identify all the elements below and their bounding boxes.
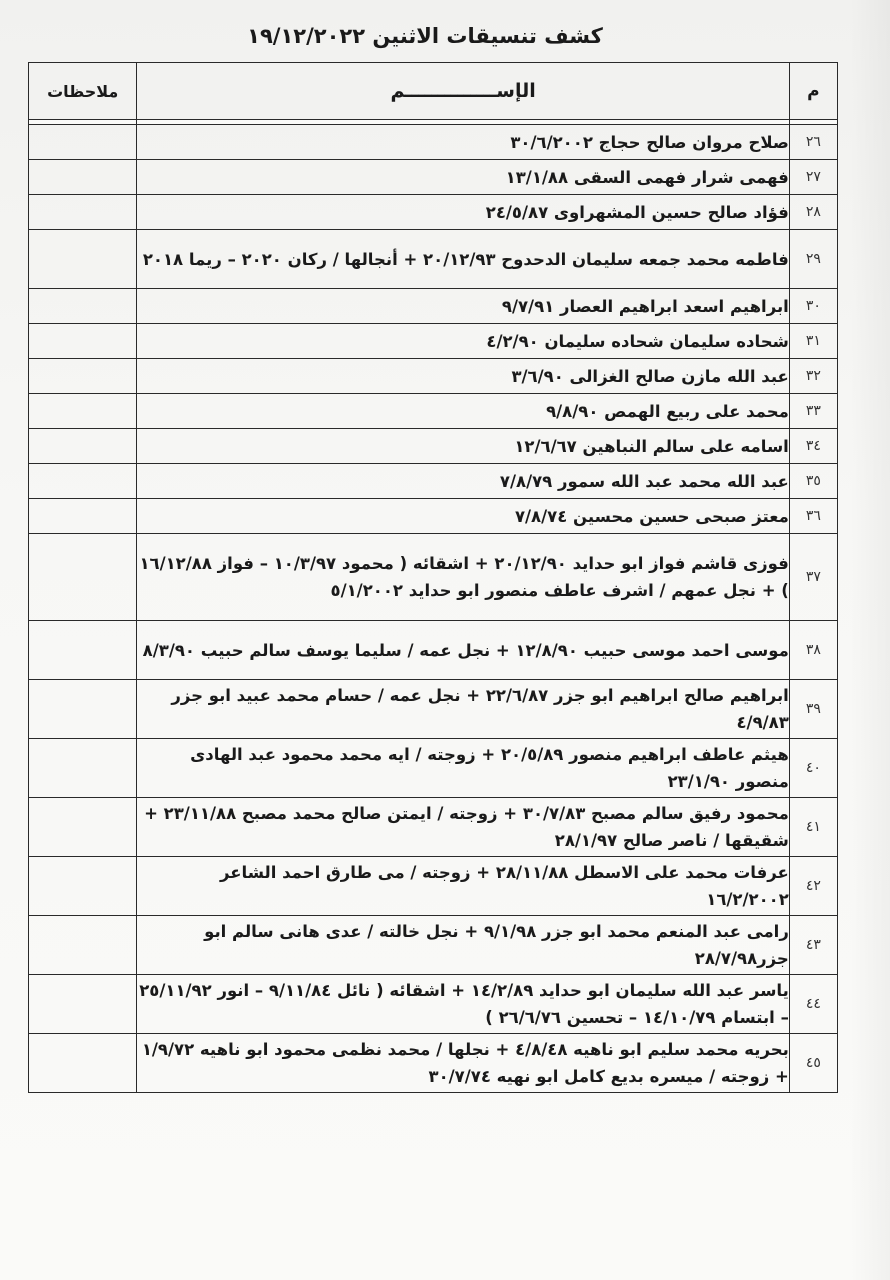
table-row — [29, 975, 838, 1034]
table-row — [29, 429, 838, 464]
row-number: ٣١ — [789, 324, 837, 359]
row-notes — [29, 324, 137, 359]
row-number: ٢٨ — [789, 195, 837, 230]
table-row — [29, 394, 838, 429]
row-notes — [29, 499, 137, 534]
row-name: رامى عبد المنعم محمد ابو جزر ٩/١/٩٨ + نجل خالته / عدى هانى سالم ابو جزر٢٨/٧/٩٨ — [137, 916, 789, 975]
row-number: ٣٧ — [789, 534, 837, 621]
row-notes — [29, 125, 137, 160]
row-name: محمود رفيق سالم مصبح ٣٠/٧/٨٣ + زوجته / ايمتن صالح محمد مصبح ٢٣/١١/٨٨ + شقيقها / ناصر صالح ٢٨/١/٩٧ — [137, 798, 789, 857]
row-name: ياسر عبد الله سليمان ابو حدايد ١٤/٢/٨٩ + اشقائه ( نائل ٩/١١/٨٤ – انور ٢٥/١١/٩٢ – ابتسام ١٤/١٠/٧٩ – تحسين ٢٦/٦/٧٦ ) — [137, 975, 789, 1034]
row-number: ٢٩ — [789, 230, 837, 289]
row-number: ٣٢ — [789, 359, 837, 394]
row-notes — [29, 680, 137, 739]
row-number: ٣٠ — [789, 289, 837, 324]
row-notes — [29, 195, 137, 230]
table-row — [29, 324, 838, 359]
table-row — [29, 739, 838, 798]
row-notes — [29, 1034, 137, 1093]
document-title: كشف تنسيقات الاثنين ١٩/١٢/٢٠٢٢ — [247, 24, 603, 48]
table-header-row — [29, 63, 838, 120]
names-table — [28, 62, 838, 1093]
table-row — [29, 798, 838, 857]
row-name: عرفات محمد على الاسطل ٢٨/١١/٨٨ + زوجته / مى طارق احمد الشاعر ١٦/٢/٢٠٠٢ — [137, 857, 789, 916]
row-number: ٤٠ — [789, 739, 837, 798]
row-notes — [29, 975, 137, 1034]
row-notes — [29, 429, 137, 464]
row-name: ابراهيم صالح ابراهيم ابو جزر ٢٢/٦/٨٧ + نجل عمه / حسام محمد عبيد ابو جزر ٤/٩/٨٣ — [137, 680, 789, 739]
header-name: الإســــــــــــــم — [137, 63, 789, 120]
table-row — [29, 916, 838, 975]
table-row — [29, 534, 838, 621]
table-row — [29, 464, 838, 499]
header-number: م — [789, 63, 837, 120]
row-number: ٢٧ — [789, 160, 837, 195]
row-name: معتز صبحى حسين محسين ٧/٨/٧٤ — [137, 499, 789, 534]
page-edge-shadow — [850, 0, 890, 1280]
row-notes — [29, 534, 137, 621]
row-number: ٤٣ — [789, 916, 837, 975]
row-notes — [29, 798, 137, 857]
row-notes — [29, 464, 137, 499]
row-name: عبد الله مازن صالح الغزالى ٣/٦/٩٠ — [137, 359, 789, 394]
row-name: هيثم عاطف ابراهيم منصور ٢٠/٥/٨٩ + زوجته / ايه محمد محمود عبد الهادى منصور ٢٣/١/٩٠ — [137, 739, 789, 798]
row-notes — [29, 394, 137, 429]
row-number: ٣٥ — [789, 464, 837, 499]
table-row — [29, 680, 838, 739]
row-name: فؤاد صالح حسين المشهراوى ٢٤/٥/٨٧ — [137, 195, 789, 230]
row-name: فاطمه محمد جمعه سليمان الدحدوح ٢٠/١٢/٩٣ + أنجالها / ركان ٢٠٢٠ – ريما ٢٠١٨ — [137, 230, 789, 289]
row-name: ابراهيم اسعد ابراهيم العصار ٩/٧/٩١ — [137, 289, 789, 324]
row-number: ٣٣ — [789, 394, 837, 429]
row-notes — [29, 230, 137, 289]
row-notes — [29, 739, 137, 798]
table-row — [29, 289, 838, 324]
table-row — [29, 621, 838, 680]
table-row — [29, 125, 838, 160]
row-notes — [29, 916, 137, 975]
row-notes — [29, 160, 137, 195]
row-name: شحاده سليمان شحاده سليمان ٤/٢/٩٠ — [137, 324, 789, 359]
row-name: فوزى قاشم فواز ابو حدايد ٢٠/١٢/٩٠ + اشقائه ( محمود ١٠/٣/٩٧ – فواز ١٦/١٢/٨٨ ) + نجل عمهم / اشرف عاطف منصور ابو حدايد ٥/١/٢٠٠٢ — [137, 534, 789, 621]
table-row — [29, 1034, 838, 1093]
row-number: ٤١ — [789, 798, 837, 857]
row-number: ٣٨ — [789, 621, 837, 680]
row-notes — [29, 359, 137, 394]
table-row — [29, 195, 838, 230]
row-number: ٤٢ — [789, 857, 837, 916]
row-name: اسامه على سالم النباهين ١٢/٦/٦٧ — [137, 429, 789, 464]
row-notes — [29, 857, 137, 916]
table-row — [29, 230, 838, 289]
table-row — [29, 160, 838, 195]
table-row — [29, 359, 838, 394]
row-name: عبد الله محمد عبد الله سمور ٧/٨/٧٩ — [137, 464, 789, 499]
table-row — [29, 499, 838, 534]
row-name: صلاح مروان صالح حجاج ٣٠/٦/٢٠٠٢ — [137, 125, 789, 160]
row-number: ٣٤ — [789, 429, 837, 464]
row-number: ٣٦ — [789, 499, 837, 534]
row-name: موسى احمد موسى حبيب ١٢/٨/٩٠ + نجل عمه / سليما يوسف سالم حبيب ٨/٣/٩٠ — [137, 621, 789, 680]
header-notes: ملاحظات — [29, 63, 137, 120]
row-notes — [29, 621, 137, 680]
row-number: ٢٦ — [789, 125, 837, 160]
row-name: فهمى شرار فهمى السقى ١٣/١/٨٨ — [137, 160, 789, 195]
row-name: بحريه محمد سليم ابو ناهيه ٤/٨/٤٨ + نجلها / محمد نظمى محمود ابو ناهيه ١/٩/٧٢ + زوجته / ميسره بديع كامل ابو نهيه ٣٠/٧/٧٤ — [137, 1034, 789, 1093]
row-notes — [29, 289, 137, 324]
row-number: ٤٤ — [789, 975, 837, 1034]
table-row — [29, 857, 838, 916]
row-number: ٣٩ — [789, 680, 837, 739]
row-name: محمد على ربيع الهمص ٩/٨/٩٠ — [137, 394, 789, 429]
row-number: ٤٥ — [789, 1034, 837, 1093]
